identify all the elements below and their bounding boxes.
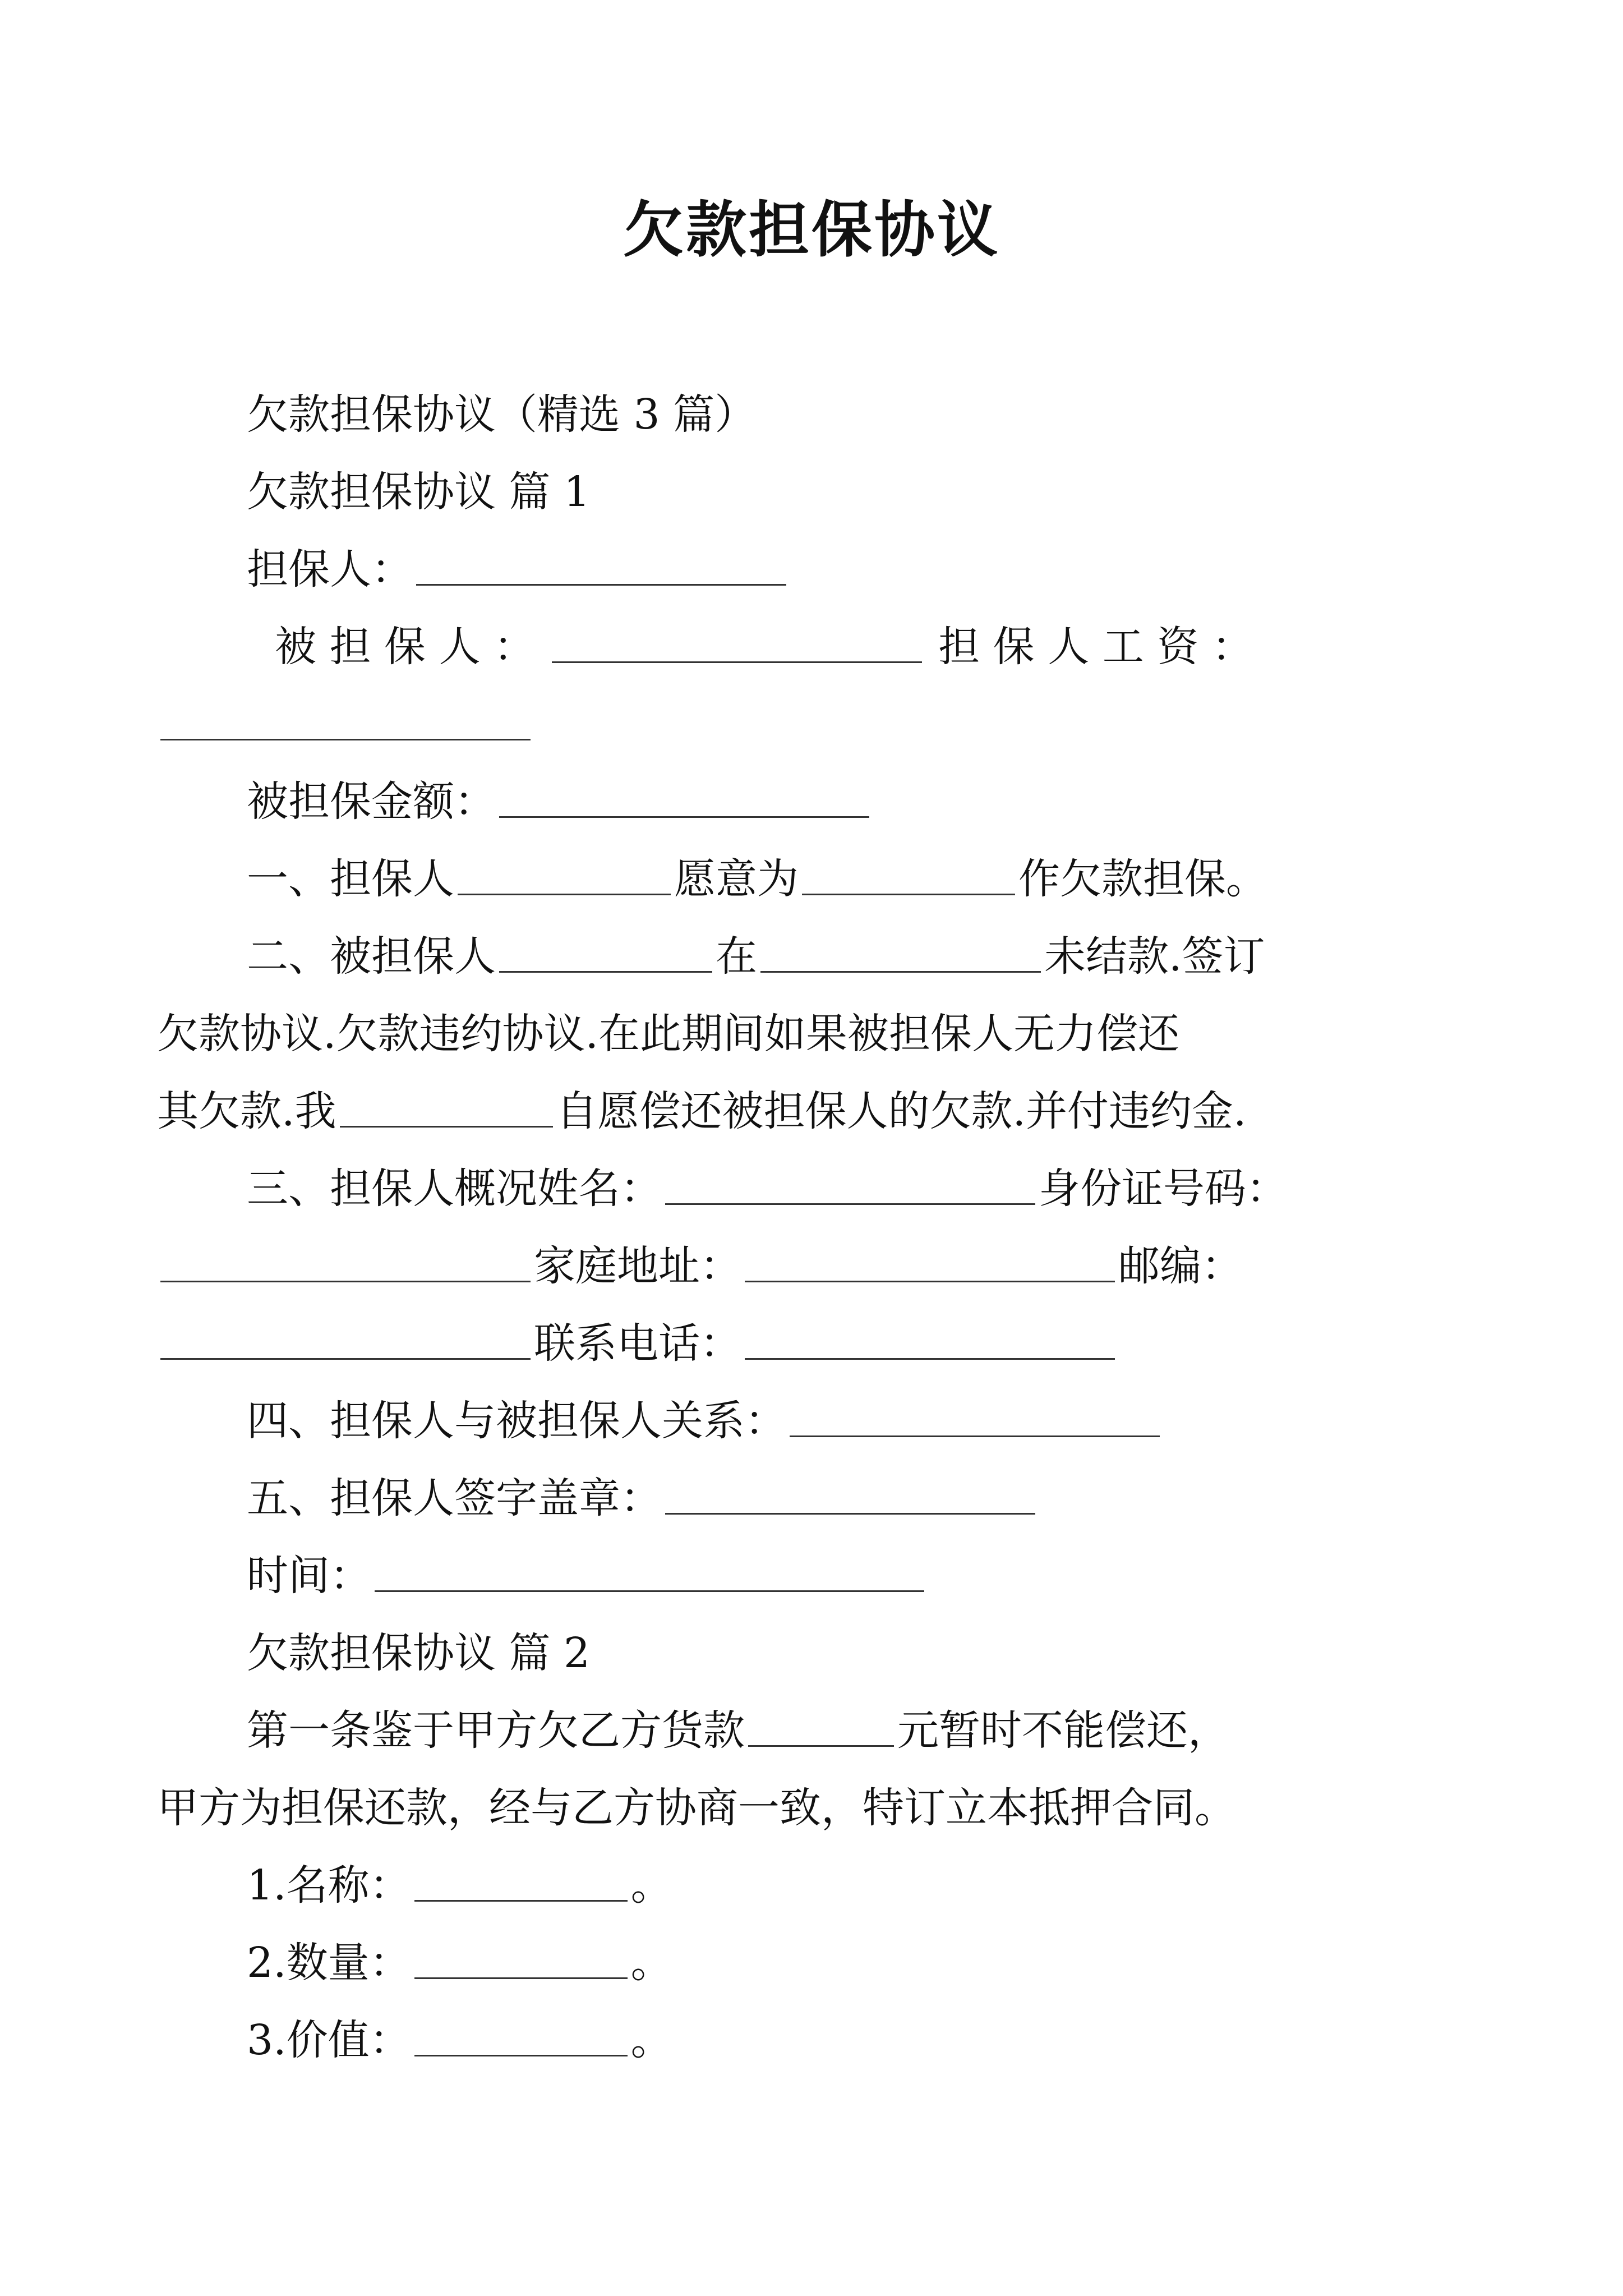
payment-blank[interactable] [748,1709,894,1747]
line-date: 时间： [247,1537,1391,1614]
line-clause-1: 一、担保人 愿意为 作欠款担保。 [247,855,1267,903]
line-item-value: 3.价值： 。 [247,2016,672,2064]
line-guaranteed-and-salary: 被 担 保 人 ： 担 保 人 工 资 ： [275,623,1253,671]
line-clause-2: 二、被担保人 在 未结款.签订 [247,932,1265,981]
guaranteed-party-blank[interactable] [552,625,922,663]
line-subtitle: 欠款担保协议（精选 3 篇） [247,390,757,439]
line-clause-3-phone: 联系电话： [157,1305,1391,1382]
clause1-blank-a[interactable] [458,858,671,895]
salary-blank[interactable] [160,703,531,740]
clause2-blank-a[interactable] [499,935,712,973]
line-clause-3: 三、担保人概况姓名： 身份证号码： [247,1165,1288,1213]
item-value-blank[interactable] [414,2019,628,2056]
line-guaranteed-amount: 被担保金额： [247,763,1391,840]
signature-blank[interactable] [665,1477,1035,1515]
clause2-blank-c[interactable] [340,1090,553,1128]
item-quantity-blank[interactable] [414,1941,628,1979]
clause1-blank-b[interactable] [802,858,1015,895]
line-clause-2-cont: 欠款协议.欠款违约协议.在此期间如果被担保人无力偿还 [157,1010,1180,1058]
line-clause-3-address: 家庭地址： 邮编： [157,1227,1391,1305]
line-section-1-heading: 欠款担保协议 篇 1 [247,468,591,516]
name-blank[interactable] [665,1167,1035,1205]
line-article-1: 第一条鉴于甲方欠乙方货款 元暂时不能偿还， [247,1706,1229,1755]
line-guarantor: 担保人： [247,531,1391,608]
relationship-blank[interactable] [790,1400,1160,1437]
amount-blank[interactable] [499,780,869,818]
document-body [157,376,1391,2079]
line-clause-5: 五、担保人签字盖章： [247,1460,1391,1537]
date-blank[interactable] [375,1554,924,1592]
phone-blank[interactable] [745,1322,1115,1360]
id-number-blank[interactable] [160,1245,531,1282]
line-clause-2-end: 其欠款.我 自愿偿还被担保人的欠款.并付违约金. [157,1087,1247,1135]
clause2-blank-b[interactable] [760,935,1041,973]
guarantor-blank[interactable] [416,548,786,586]
item-name-blank[interactable] [414,1864,628,1902]
document-title: 欠款担保协议 [623,195,1000,265]
address-blank[interactable] [745,1245,1115,1282]
line-article-1-cont: 甲方为担保还款，经与乙方协商一致，特订立本抵押合同。 [157,1784,1236,1832]
line-item-name: 1.名称： 。 [247,1861,672,1910]
line-item-quantity: 2.数量： 。 [247,1939,672,1987]
postcode-blank[interactable] [160,1322,531,1360]
line-section-2-heading: 欠款担保协议 篇 2 [247,1629,591,1677]
line-salary-blank [157,685,1391,763]
line-clause-4: 四、担保人与被担保人关系： [247,1382,1391,1460]
